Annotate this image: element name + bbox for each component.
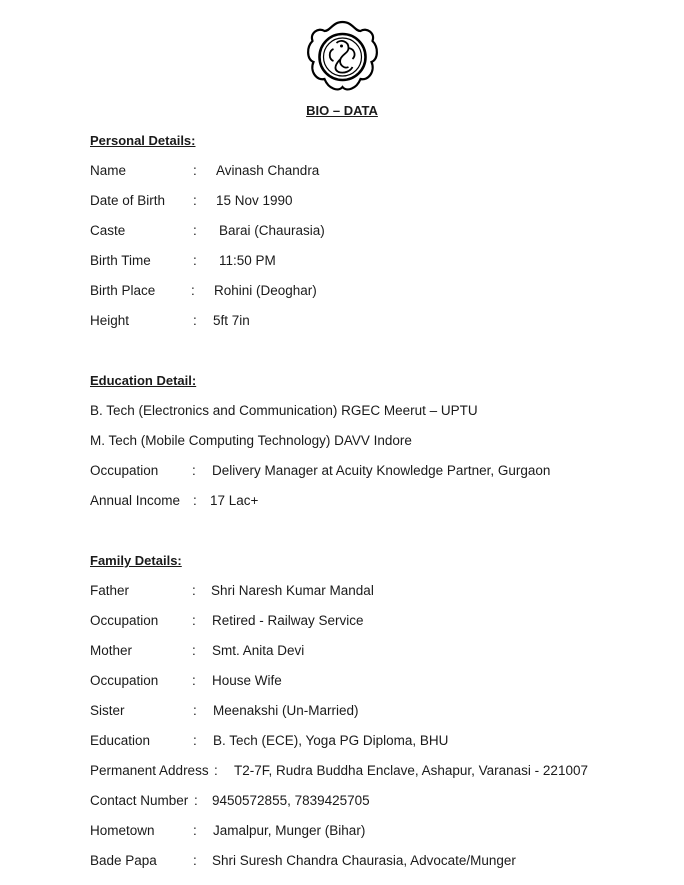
separator: : [192, 673, 196, 688]
field-value: 15 Nov 1990 [216, 193, 293, 208]
field-value: Shri Suresh Chandra Chaurasia, Advocate/Munger [212, 853, 516, 868]
field-label: Hometown [90, 823, 155, 838]
separator: : [193, 253, 197, 268]
separator: : [214, 763, 218, 778]
field-label: Permanent Address [90, 763, 209, 778]
field-label: Annual Income [90, 493, 181, 508]
separator: : [192, 463, 196, 478]
field-label: Education [90, 733, 151, 748]
separator: : [193, 853, 197, 868]
field-label: Mother [90, 643, 133, 658]
field-label: Father [90, 583, 130, 598]
education-line: M. Tech (Mobile Computing Technology) DAVV Indore [90, 433, 412, 448]
document-title: BIO – DATA [306, 103, 378, 118]
field-label: Occupation [90, 613, 159, 628]
separator: : [193, 223, 197, 238]
separator: : [193, 703, 197, 718]
field-label: Birth Time [90, 253, 151, 268]
field-label: Date of Birth [90, 193, 166, 208]
field-value: Jamalpur, Munger (Bihar) [213, 823, 366, 838]
education-heading: Education Detail: [90, 373, 197, 388]
field-label: Occupation [90, 463, 159, 478]
separator: : [193, 733, 197, 748]
separator: : [193, 313, 197, 328]
separator: : [192, 583, 196, 598]
field-value: Retired - Railway Service [212, 613, 364, 628]
separator: : [193, 823, 197, 838]
field-value: 17 Lac+ [210, 493, 259, 508]
ganesha-emblem-icon [301, 19, 384, 95]
field-value: B. Tech (ECE), Yoga PG Diploma, BHU [213, 733, 449, 748]
personal-details-heading: Personal Details: [90, 133, 196, 148]
field-value: House Wife [212, 673, 282, 688]
field-label: Height [90, 313, 130, 328]
field-value: 9450572855, 7839425705 [212, 793, 370, 808]
field-value: Barai (Chaurasia) [219, 223, 325, 238]
field-label: Name [90, 163, 127, 178]
field-value: Meenakshi (Un-Married) [213, 703, 359, 718]
field-value: 5ft 7in [213, 313, 250, 328]
field-value: Rohini (Deoghar) [214, 283, 317, 298]
field-label: Caste [90, 223, 126, 238]
separator: : [193, 163, 197, 178]
education-line: B. Tech (Electronics and Communication) RGEC Meerut – UPTU [90, 403, 478, 418]
separator: : [192, 643, 196, 658]
field-label: Birth Place [90, 283, 156, 298]
field-label: Contact Number [90, 793, 189, 808]
field-value: Delivery Manager at Acuity Knowledge Partner, Gurgaon [212, 463, 551, 478]
separator: : [193, 193, 197, 208]
separator: : [191, 283, 195, 298]
field-label: Occupation [90, 673, 159, 688]
field-value: 11:50 PM [219, 253, 276, 268]
separator: : [192, 613, 196, 628]
field-value: T2-7F, Rudra Buddha Enclave, Ashapur, Varanasi - 221007 [234, 763, 588, 778]
field-label: Sister [90, 703, 125, 718]
field-label: Bade Papa [90, 853, 157, 868]
separator: : [193, 493, 197, 508]
field-value: Smt. Anita Devi [212, 643, 305, 658]
field-value: Shri Naresh Kumar Mandal [211, 583, 374, 598]
family-heading: Family Details: [90, 553, 182, 568]
separator: : [194, 793, 198, 808]
field-value: Avinash Chandra [216, 163, 320, 178]
